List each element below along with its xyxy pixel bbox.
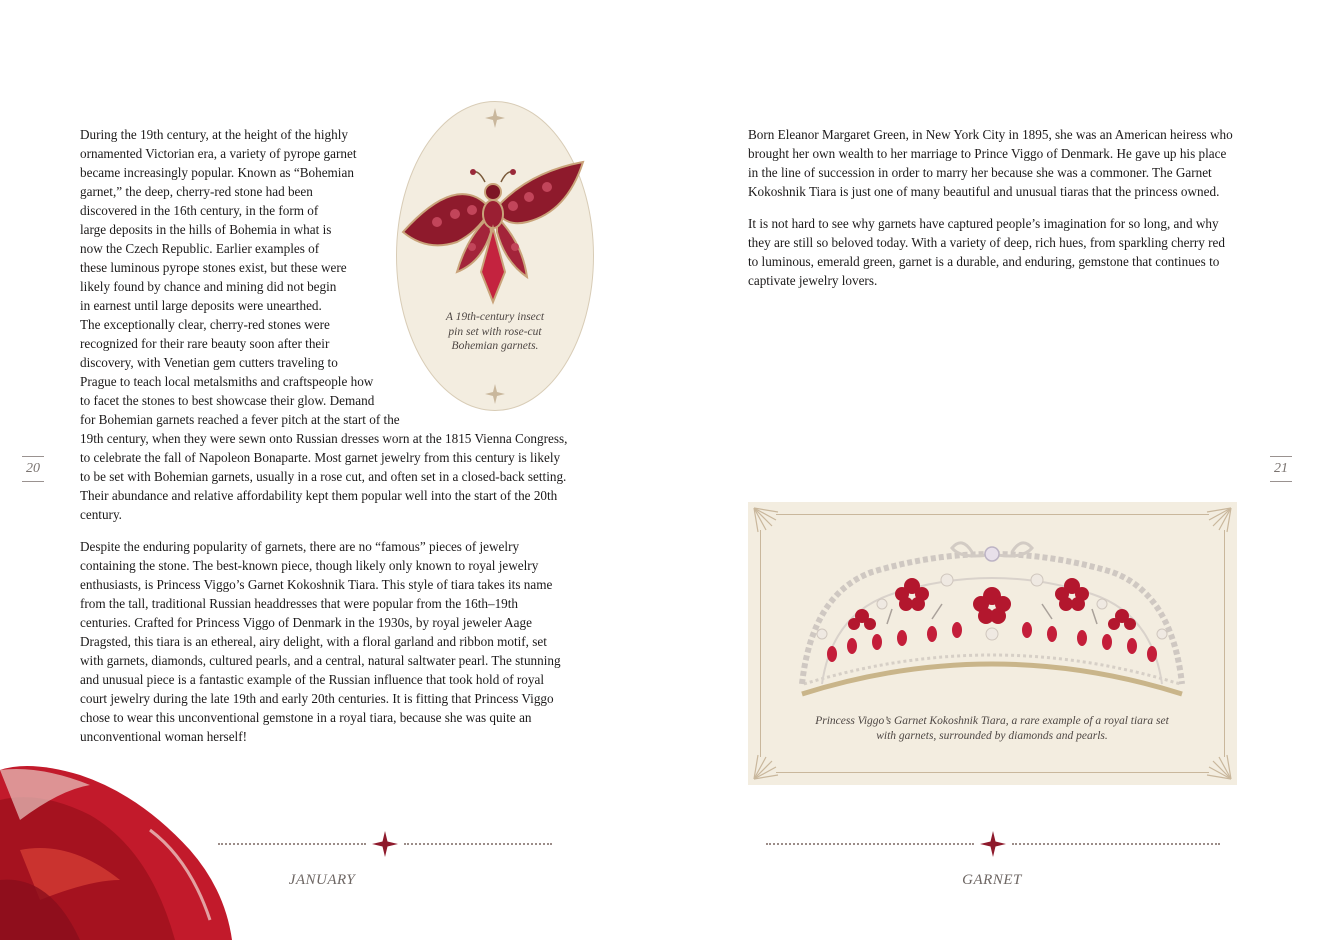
fan-corner-icon (1205, 506, 1233, 534)
tiara-photo-panel (748, 502, 1237, 785)
footer-divider (766, 836, 1220, 852)
text-line: ornamented Victorian era, a variety of pyrope garnet (80, 146, 357, 161)
dotted-rule (404, 843, 552, 845)
page-number (1270, 452, 1292, 486)
text-line: recognized for their rare beauty soon after their (80, 336, 330, 351)
text-line: to facet the stones to best showcase their glow. Demand (80, 393, 375, 408)
text-line: became increasingly popular. Known as “Bohemian (80, 165, 354, 180)
paragraph-1: Born Eleanor Margaret Green, in New York City in 1895, she was an American heiress who brought her own wealth to her marriage to Prince Viggo of Denmark. He gave up his place in the line of succession in order to marry her because she was a commoner. The Garnet Kokoshnik Tiara is just one of many beautiful and unusual tiaras that the princess owned. (748, 127, 1233, 199)
text-line: discovered in the 16th century, in the form of (80, 203, 319, 218)
garnet-flower (973, 587, 1011, 624)
footer-section-label: GARNET (962, 872, 1022, 888)
left-page (0, 0, 659, 934)
rule (22, 456, 44, 457)
text-line: discovery, with Venetian gem cutters traveling to (80, 355, 338, 370)
text-line: The exceptionally clear, cherry-red stones were (80, 317, 330, 332)
page-number-text: 20 (26, 461, 40, 476)
paragraph-2: It is not hard to see why garnets have captured people’s imagination for so long, and why they are still so beloved today. With a variety of deep, rich hues, from sparkling cherry red to luminous, emerald green, garnet is a durable, and enduring, gemstone that continues to captivate jewelry lovers. (748, 216, 1225, 288)
star-ornament-icon (372, 831, 398, 857)
text-line: likely found by chance and mining did not begin (80, 279, 337, 294)
text-line: large deposits in the hills of Bohemia in what is (80, 222, 332, 237)
rule (1270, 481, 1292, 482)
tiara-caption: Princess Viggo’s Garnet Kokoshnik Tiara, a rare example of a royal tiara set with garnets, surrounded by diamonds and pearls. (815, 715, 1169, 742)
dotted-rule (1012, 843, 1220, 845)
wrapped-text-block (80, 125, 570, 746)
paragraph-2: Despite the enduring popularity of garnets, there are no “famous” pieces of jewelry containing the stone. The best-known piece, though likely only known to royal jewelry enthusiasts, is Princess Viggo’s Garnet Kokoshnik Tiara. This style of tiara takes its name from the tall, traditional Russian headdresses that were popular from the 16th–19th centuries. Crafted for Princess Viggo of Denmark in the 1930s, by royal jeweler Aage Dragsted, this tiara is an ethereal, airy delight, with a floral garland and ribbon motif, set with garnets, diamonds, cultured pearls, and a central, natural saltwater pearl. The stunning and unusual piece is a fantastic example of the Russian influence that took hold of royal court jewelry during the late 19th and early 20th centuries. It is fitting that Princess Viggo chose to wear this unconventional gemstone in a royal tiara, because she was quite an unconventional woman herself! (80, 539, 561, 744)
star-ornament-icon (980, 831, 1006, 857)
tiara-image (792, 534, 1192, 704)
text-line: in earnest until large deposits were unearthed. (80, 298, 322, 313)
text-line: garnet,” the deep, cherry-red stone had been (80, 184, 313, 199)
fan-corner-icon (1205, 753, 1233, 781)
fan-corner-icon (752, 506, 780, 534)
fan-corner-icon (752, 753, 780, 781)
right-page (660, 0, 1319, 934)
page-number (22, 452, 44, 486)
oval-caption: A 19th-century insect pin set with rose-cut Bohemian garnets. (445, 311, 545, 352)
dotted-rule (218, 843, 366, 845)
text-line: these luminous pyrope stones exist, but these were (80, 260, 347, 275)
text-line: now the Czech Republic. Earlier examples of (80, 241, 320, 256)
text-line: Prague to teach local metalsmiths and craftspeople how (80, 374, 374, 389)
paragraph-1-continued: 19th century, when they were sewn onto Russian dresses worn at the 1815 Vienna Congress, to celebrate the fall of Napoleon Bonaparte. Most garnet jewelry from this century is likely to be set with Bohemian garnets, usually in a rose cut, and often set in a closed-back setting. Their abundance and relative affordability kept them popular well into the start of the 20th century. (80, 431, 568, 522)
text-line: for Bohemian garnets reached a fever pitch at the start of the (80, 412, 400, 427)
footer-section-label: JANUARY (288, 872, 356, 888)
text-line: During the 19th century, at the height of the highly (80, 127, 348, 142)
page-number-text: 21 (1274, 461, 1288, 476)
watercolor-garnet-decoration (0, 760, 240, 940)
rule (1270, 456, 1292, 457)
right-text-block (748, 125, 1234, 290)
footer-divider (218, 836, 552, 852)
dotted-rule (766, 843, 974, 845)
rule (22, 481, 44, 482)
